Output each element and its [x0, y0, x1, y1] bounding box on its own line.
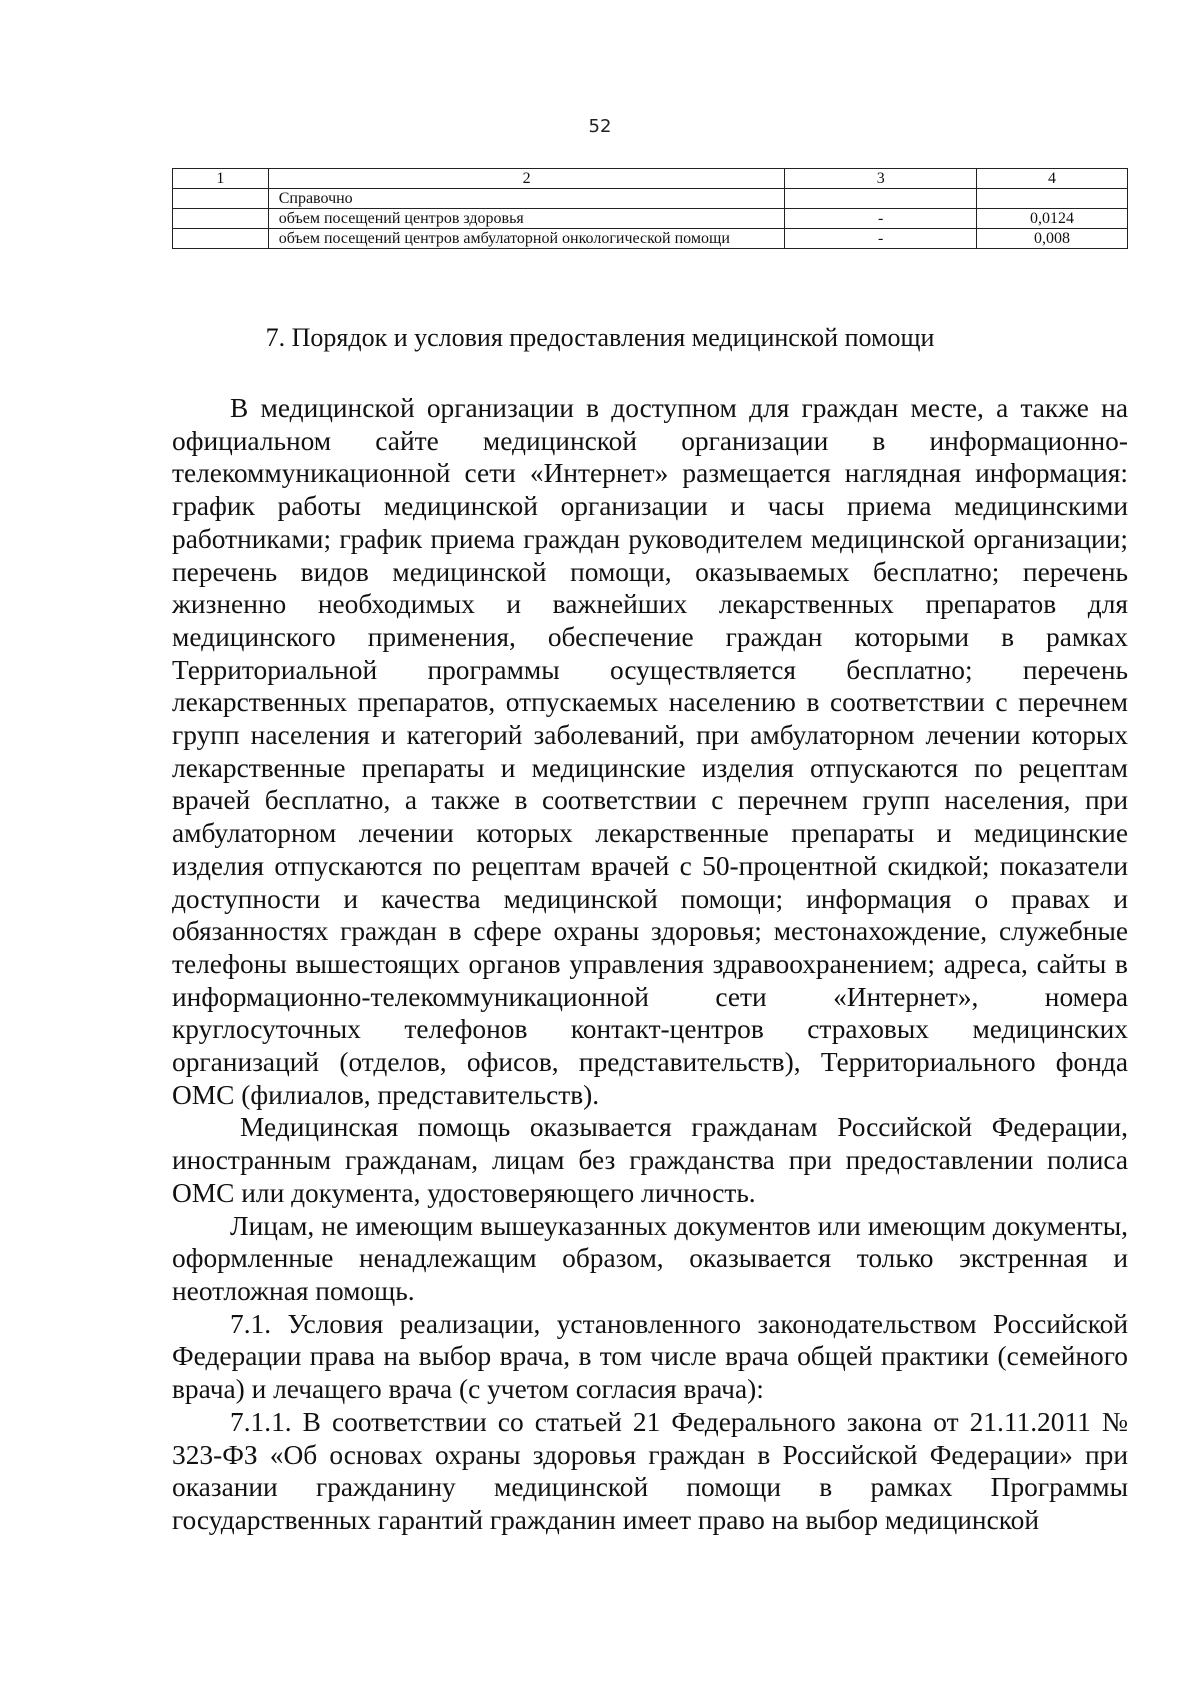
section-body [172, 392, 1128, 1537]
table-row [173, 189, 1128, 209]
paragraph: В медицинской организации в доступном для граждан месте, а также на официальном сайте медицинской организации в информационно-телекоммуникационной сети «Интернет» размещается наглядная информация: график работы медицинской организации и часы приема медицинскими работниками; график приема граждан руководителем медицинской организации; перечень видов медицинской помощи, оказываемых бесплатно; перечень жизненно необходимых и важнейших лекарственных препаратов для медицинского применения, обеспечение граждан которыми в рамках Территориальной программы осуществляется бесплатно; перечень лекарственных препаратов, отпускаемых населению в соответствии с перечнем групп населения и категорий заболеваний, при амбулаторном лечении которых лекарственные препараты и медицинские изделия отпускаются по рецептам врачей бесплатно, а также в соответствии с перечнем групп населения, при амбулаторном лечении которых лекарственные препараты и медицинские изделия отпускаются по рецептам врачей с 50-процентной скидкой; показатели доступности и качества медицинской помощи; информация о правах и обязанностях граждан в сфере охраны здоровья; местонахождение, служебные телефоны вышестоящих органов управления здравоохранением; адреса, сайты в информационно-телекоммуникационной сети «Интернет», номера круглосуточных телефонов контакт-центров страховых медицинских организаций (отделов, офисов, представительств), Территориального фонда ОМС (филиалов, представительств). [172, 393, 1128, 1110]
table-cell: 0,008 [976, 229, 1127, 249]
table-cell: объем посещений центров здоровья [268, 209, 785, 229]
table-cell [173, 229, 269, 249]
table-header-cell: 2 [268, 169, 785, 189]
table-header-cell: 3 [785, 169, 977, 189]
section-title: 7. Порядок и условия предоставления медицинской помощи [265, 323, 935, 352]
paragraph: Медицинская помощь оказывается гражданам Российской Федерации, иностранным гражданам, лицам без гражданства при предоставлении полиса ОМС или документа, удостоверяющего личность. [172, 1112, 1128, 1208]
table-header-cell: 1 [173, 169, 269, 189]
paragraph: 7.1. Условия реализации, установленного законодательством Российской Федерации права на выбор врача, в том числе врача общей практики (семейного врача) и лечащего врача (с учетом согласия врача): [172, 1308, 1128, 1405]
table-cell [173, 209, 269, 229]
table-cell [173, 189, 269, 209]
paragraph: 7.1.1. В соответствии со статьей 21 Федерального закона от 21.11.2011 № 323-ФЗ «Об основах охраны здоровья граждан в Российской Федерации» при оказании гражданину медицинской помощи в рамках Программы государственных гарантий гражданин имеет право на выбор медицинской [172, 1406, 1128, 1535]
table-cell [785, 189, 977, 209]
table-header-row [173, 169, 1128, 189]
table-cell [976, 189, 1127, 209]
table-cell: 0,0124 [976, 209, 1127, 229]
table-cell: объем посещений центров амбулаторной онкологической помощи [268, 229, 785, 249]
page-number: 52 [588, 116, 612, 137]
paragraph: Лицам, не имеющим вышеуказанных документов или имеющим документы, оформленные ненадлежащим образом, оказывается только экстренная и неотложная помощь. [172, 1210, 1128, 1306]
table-header-cell: 4 [976, 169, 1127, 189]
table-cell: Справочно [268, 189, 785, 209]
table-cell: - [785, 209, 977, 229]
volume-table [172, 168, 1128, 249]
table-row [173, 209, 1128, 229]
table-row [173, 229, 1128, 249]
table-cell: - [785, 229, 977, 249]
